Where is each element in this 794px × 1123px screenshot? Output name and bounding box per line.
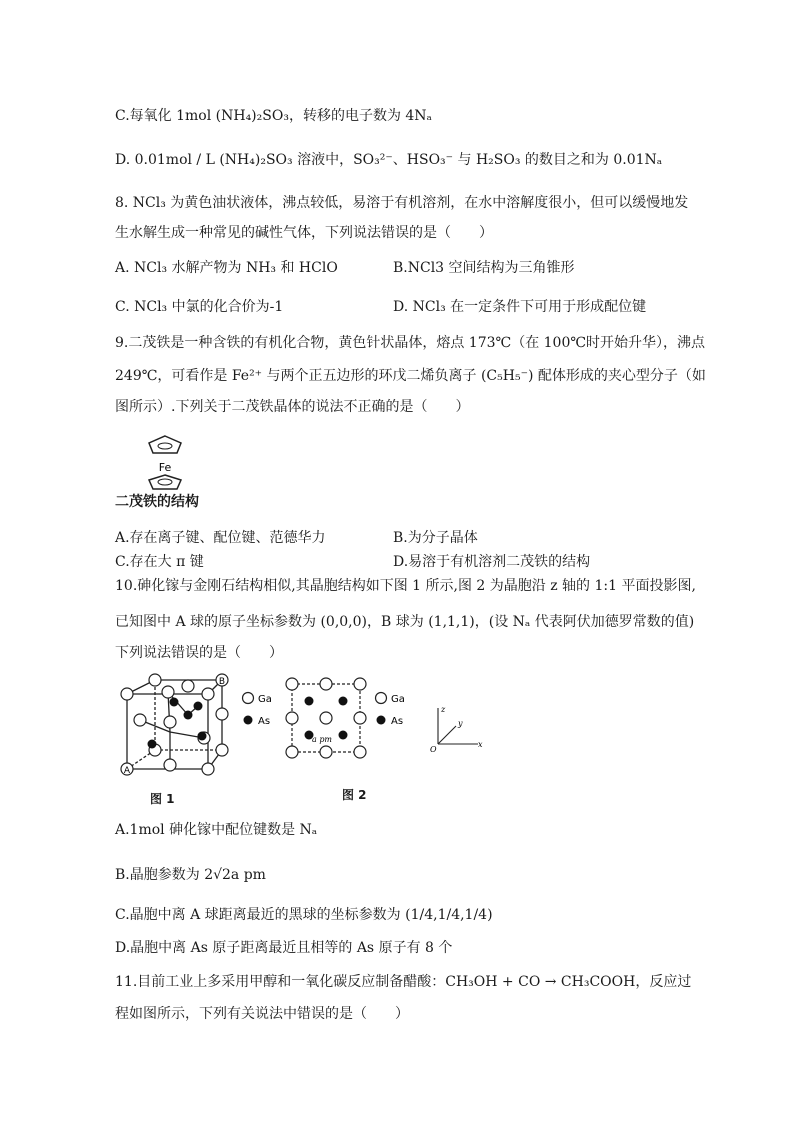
q8-option-a: A. NCl₃ 水解产物为 NH₃ 和 HClO [115, 260, 338, 276]
fe-label: Fe [158, 461, 172, 474]
label-a: A [123, 766, 131, 776]
q8-stem-line2: 生水解生成一种常见的碱性气体，下列说法错误的是（ ） [115, 225, 493, 241]
q11-stem-line2: 程如图所示，下列有关说法中错误的是（ ） [115, 1006, 409, 1022]
q10-option-c: C.晶胞中离 A 球距离最近的黑球的坐标参数为 (1/4,1/4,1/4) [115, 907, 493, 923]
q9-option-b: B.为分子晶体 [393, 530, 478, 546]
legend-2 [373, 690, 413, 730]
option-c-prev: C.每氧化 1mol (NH₄)₂SO₃，转移的电子数为 4Nₐ [115, 108, 432, 124]
q9-stem-line2: 249℃，可看作是 Fe²⁺ 与两个正五边形的环戊二烯负离子 (C₅H₅⁻) 配体形成的夹心型分子（如 [115, 368, 706, 384]
q8-option-b: B.NCl3 空间结构为三角锥形 [393, 260, 575, 276]
q9-option-c: C.存在大 π 键 [115, 554, 204, 570]
q8-option-d: D. NCl₃ 在一定条件下可用于形成配位键 [393, 299, 647, 315]
axis-y-label: y [458, 719, 463, 728]
axis-origin-label: O [430, 745, 437, 754]
q9-stem-line1: 9.二茂铁是一种含铁的有机化合物，黄色针状晶体，熔点 173℃（在 100℃时开始升华），沸点 [115, 335, 706, 351]
q10-option-b: B.晶胞参数为 2√2a pm [115, 867, 266, 883]
axis-x-label: x [478, 740, 483, 749]
coordinate-axes [428, 702, 488, 754]
legend-as: As [391, 716, 404, 727]
q9-option-d: D.易溶于有机溶剂二茂铁的结构 [393, 554, 591, 570]
projection-ga-atoms [286, 678, 366, 758]
figure2-caption: 图 2 [342, 788, 367, 802]
bottom-ring-aromatic [158, 479, 172, 485]
bottom-cyclopentadienyl-ring [149, 475, 181, 489]
as-legend-icon [244, 716, 253, 725]
as-atoms [148, 698, 207, 749]
option-d-prev: D. 0.01mol / L (NH₄)₂SO₃ 溶液中，SO₃²⁻、HSO₃⁻ 与 H₂SO₃ 的数目之和为 0.01Nₐ [115, 152, 663, 168]
top-cyclopentadienyl-ring [149, 436, 181, 453]
figure1-caption: 图 1 [150, 792, 175, 806]
label-apm: a pm [312, 735, 333, 744]
q11-stem-line1: 11.目前工业上多采用甲醇和一氧化碳反应制备醋酸：CH₃OH + CO → CH₃COOH，反应过 [115, 974, 692, 990]
q9-option-a: A.存在离子键、配位键、范德华力 [115, 530, 326, 546]
as-legend-icon [377, 716, 386, 725]
ga-legend-icon [376, 693, 387, 704]
q10-option-d: D.晶胞中离 As 原子距离最近且相等的 As 原子有 8 个 [115, 940, 453, 956]
q9-stem-line3: 图所示）.下列关于二茂铁晶体的说法不正确的是（ ） [115, 399, 470, 415]
axis-z-label: z [441, 705, 446, 714]
q10-option-a: A.1mol 砷化镓中配位键数是 Nₐ [115, 822, 318, 838]
label-b: B [218, 677, 226, 687]
figure2-projection [282, 674, 372, 760]
q8-option-c: C. NCl₃ 中氯的化合价为-1 [115, 299, 284, 315]
y-axis [438, 726, 456, 744]
top-ring-aromatic [158, 443, 172, 449]
ga-legend-icon [243, 693, 254, 704]
q10-stem-line2: 已知图中 A 球的原子坐标参数为 (0,0,0)，B 球为 (1,1,1)，(设 Nₐ 代表阿伏加德罗常数的值) [115, 614, 695, 630]
q10-stem-line1: 10.砷化镓与金刚石结构相似,其晶胞结构如下图 1 所示,图 2 为晶胞沿 z 轴的 1:1 平面投影图, [115, 578, 696, 594]
ferrocene-structure-figure [140, 433, 190, 491]
figure1-unit-cell [112, 672, 237, 782]
legend-1 [240, 690, 280, 730]
legend-ga: Ga [391, 694, 405, 705]
ferrocene-caption: 二茂铁的结构 [115, 494, 199, 510]
legend-as: As [258, 716, 271, 727]
q10-stem-line3: 下列说法错误的是（ ） [115, 645, 283, 661]
legend-ga: Ga [258, 694, 272, 705]
q8-stem-line1: 8. NCl₃ 为黄色油状液体，沸点较低，易溶于有机溶剂，在水中溶解度很小，但可以缓慢地发 [115, 195, 689, 211]
